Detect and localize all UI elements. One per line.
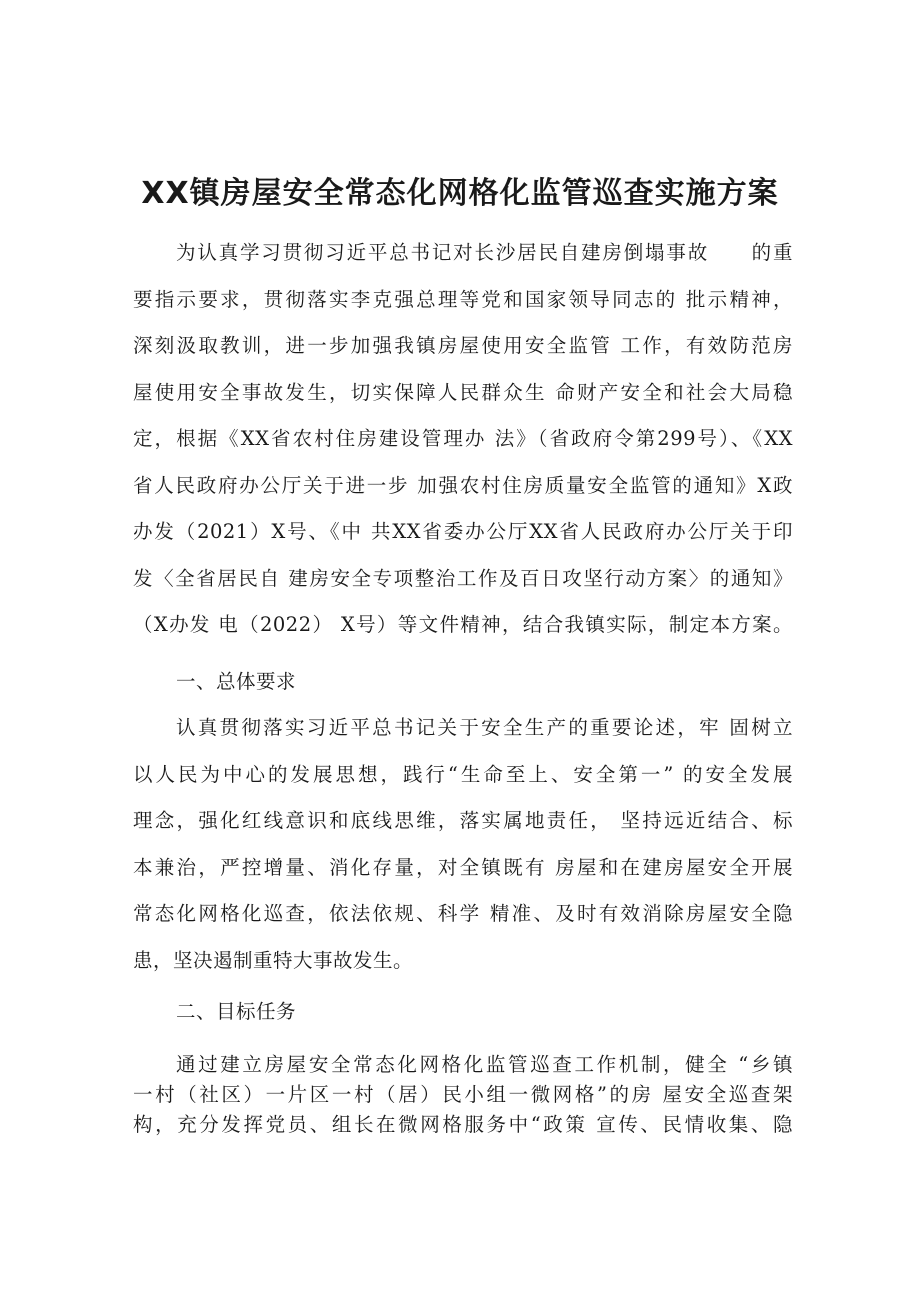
paragraph-line: 要指示要求，贯彻落实李克强总理等党和国家领导同志的 批示精神， — [133, 288, 793, 311]
paragraph-line: 通过建立房屋安全常态化网格化监管巡查工作机制，健全 “乡镇 — [176, 1053, 793, 1076]
paragraph-line: 构，充分发挥党员、组长在微网格服务中“政策 宣传、民情收集、隐 — [133, 1113, 793, 1136]
paragraph-line: 理念，强化红线意识和底线思维，落实属地责任， 坚持远近结合、标 — [133, 809, 793, 832]
paragraph-line: 定，根据《XX省农村住房建设管理办 法》（省政府令第299号）、《XX — [133, 427, 793, 450]
paragraph-line: 为认真学习贯彻习近平总书记对长沙居民自建房倒塌事故 的重 — [176, 241, 793, 264]
paragraph-line: 深刻汲取教训，进一步加强我镇房屋使用安全监管 工作，有效防范房 — [133, 334, 793, 357]
paragraph-line: 以人民为中心的发展思想，践行“生命至上、安全第一” 的安全发展 — [133, 763, 793, 786]
paragraph-line: 常态化网格化巡查，依法依规、科学 精准、及时有效消除房屋安全隐 — [133, 902, 793, 925]
paragraph-line: 认真贯彻落实习近平总书记关于安全生产的重要论述，牢 固树立 — [176, 716, 793, 739]
paragraph-line: （X办发 电（2022） X号）等文件精神，结合我镇实际，制定本方案。 — [133, 613, 793, 636]
paragraph-line: 屋使用安全事故发生，切实保障人民群众生 命财产安全和社会大局稳 — [133, 381, 793, 404]
section-heading: 一、总体要求 — [176, 670, 297, 693]
paragraph-line: 本兼治，严控增量、消化存量，对全镇既有 房屋和在建房屋安全开展 — [133, 856, 793, 879]
paragraph-line: 患，坚决遏制重特大事故发生。 — [133, 949, 414, 972]
section-heading: 二、目标任务 — [176, 1000, 297, 1023]
paragraph-line: 办发（2021）X号、《中 共XX省委办公厅XX省人民政府办公厅关于印 — [133, 520, 793, 543]
document-title: XX镇房屋安全常态化网格化监管巡查实施方案 — [141, 176, 779, 211]
paragraph-line: 发〈全省居民自 建房安全专项整治工作及百日攻坚行动方案〉的通知》 — [133, 567, 793, 590]
paragraph-line: 省人民政府办公厅关于进一步 加强农村住房质量安全监管的通知》X政 — [133, 474, 793, 497]
paragraph-line: 一村（社区）一片区一村（居）民小组一微网格”的房 屋安全巡查架 — [133, 1083, 793, 1106]
